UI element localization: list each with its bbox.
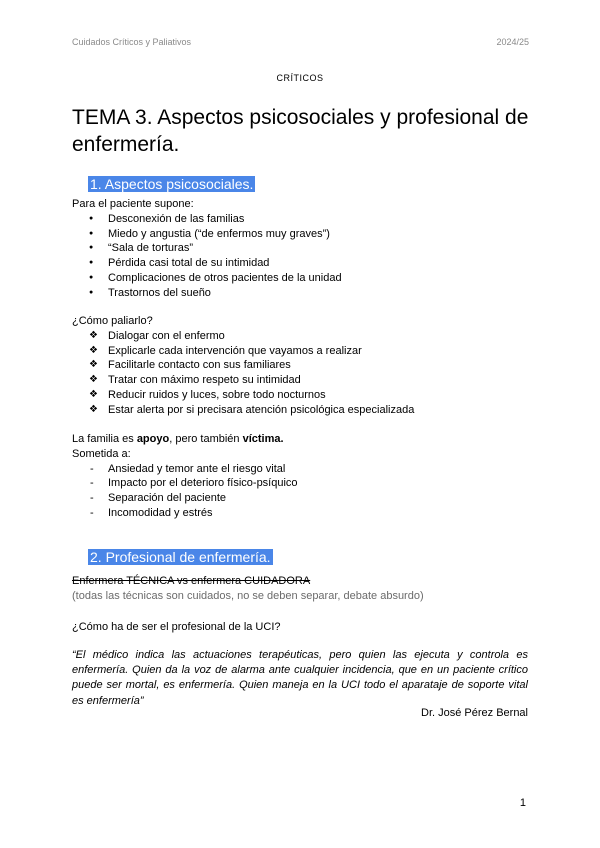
section-heading-2-text: 2. Profesional de enfermería. <box>90 549 271 565</box>
page-number: 1 <box>519 797 526 809</box>
section2-block <box>72 574 424 604</box>
family-block <box>72 432 298 521</box>
header-right: 2024/25 <box>496 37 529 47</box>
remedies-list <box>72 329 414 418</box>
list-item: - Ansiedad y temor ante el riesgo vital <box>72 462 298 477</box>
remedies-block <box>72 314 414 418</box>
list-item: - Separación del paciente <box>72 491 298 506</box>
list-item: - Incomodidad y estrés <box>72 506 298 521</box>
list-item: ● Complicaciones de otros pacientes de la unidad <box>72 271 342 286</box>
list-item: ❖ Tratar con máximo respeto su intimidad <box>72 373 414 388</box>
quote-author: Dr. José Pérez Bernal <box>421 707 528 719</box>
family-text-1: La familia es <box>72 433 137 445</box>
family-sentence <box>72 432 298 447</box>
patient-effects-list <box>72 212 342 301</box>
stressors-list <box>72 462 298 521</box>
section-heading-1-text: 1. Aspectos psicosociales. <box>90 176 254 192</box>
struck-comparison: Enfermera TÉCNICA vs enfermera CUIDADORA <box>72 575 311 587</box>
section-heading-2 <box>88 548 273 566</box>
list-item: ❖ Dialogar con el enfermo <box>72 329 414 344</box>
family-text-2: , pero también <box>169 433 243 445</box>
list-item: ● Miedo y angustia (“de enfermos muy graves”) <box>72 227 342 242</box>
uci-question: ¿Cómo ha de ser el profesional de la UCI? <box>72 621 281 633</box>
list-item: ● Pérdida casi total de su intimidad <box>72 256 342 271</box>
list-item: - Impacto por el deterioro físico-psíquico <box>72 476 298 491</box>
family-bold-victim: víctima. <box>242 433 284 445</box>
page-title: TEMA 3. Aspectos psicosociales y profesional de enfermería. <box>72 106 529 156</box>
family-bold-support: apoyo <box>136 433 170 445</box>
list-item: ❖ Estar alerta por si precisara atención psicológica especializada <box>72 403 414 418</box>
section-heading-1 <box>88 175 255 193</box>
section1-block <box>72 197 342 301</box>
list-item: ● Trastornos del sueño <box>72 286 342 301</box>
list-item: ❖ Facilitarle contacto con sus familiares <box>72 358 414 373</box>
list-item: ❖ Explicarle cada intervención que vayamos a realizar <box>72 344 414 359</box>
header-left: Cuidados Críticos y Paliativos <box>72 37 192 47</box>
patient-intro: Para el paciente supone: <box>72 198 194 210</box>
subjected-label: Sometida a: <box>72 447 131 460</box>
quote-text: “El médico indica las actuaciones terapéuticas, pero quien las ejecuta y controla es enfermería. Quien da la voz de alarma ante cualquier incidencia, que en un paciente crítico puede ser mortal, es enfermería. Quien maneja en la UCI todo el aparataje de soporte vital es enfermería” <box>72 649 528 707</box>
list-item: ● “Sala de torturas” <box>72 241 342 256</box>
section-label: CRÍTICOS <box>276 73 324 83</box>
list-item: ❖ Reducir ruidos y luces, sobre todo nocturnos <box>72 388 414 403</box>
comparison-note: (todas las técnicas son cuidados, no se deben separar, debate absurdo) <box>72 589 424 602</box>
list-item: ● Desconexión de las familias <box>72 212 342 227</box>
remedies-question: ¿Cómo paliarlo? <box>72 315 153 327</box>
